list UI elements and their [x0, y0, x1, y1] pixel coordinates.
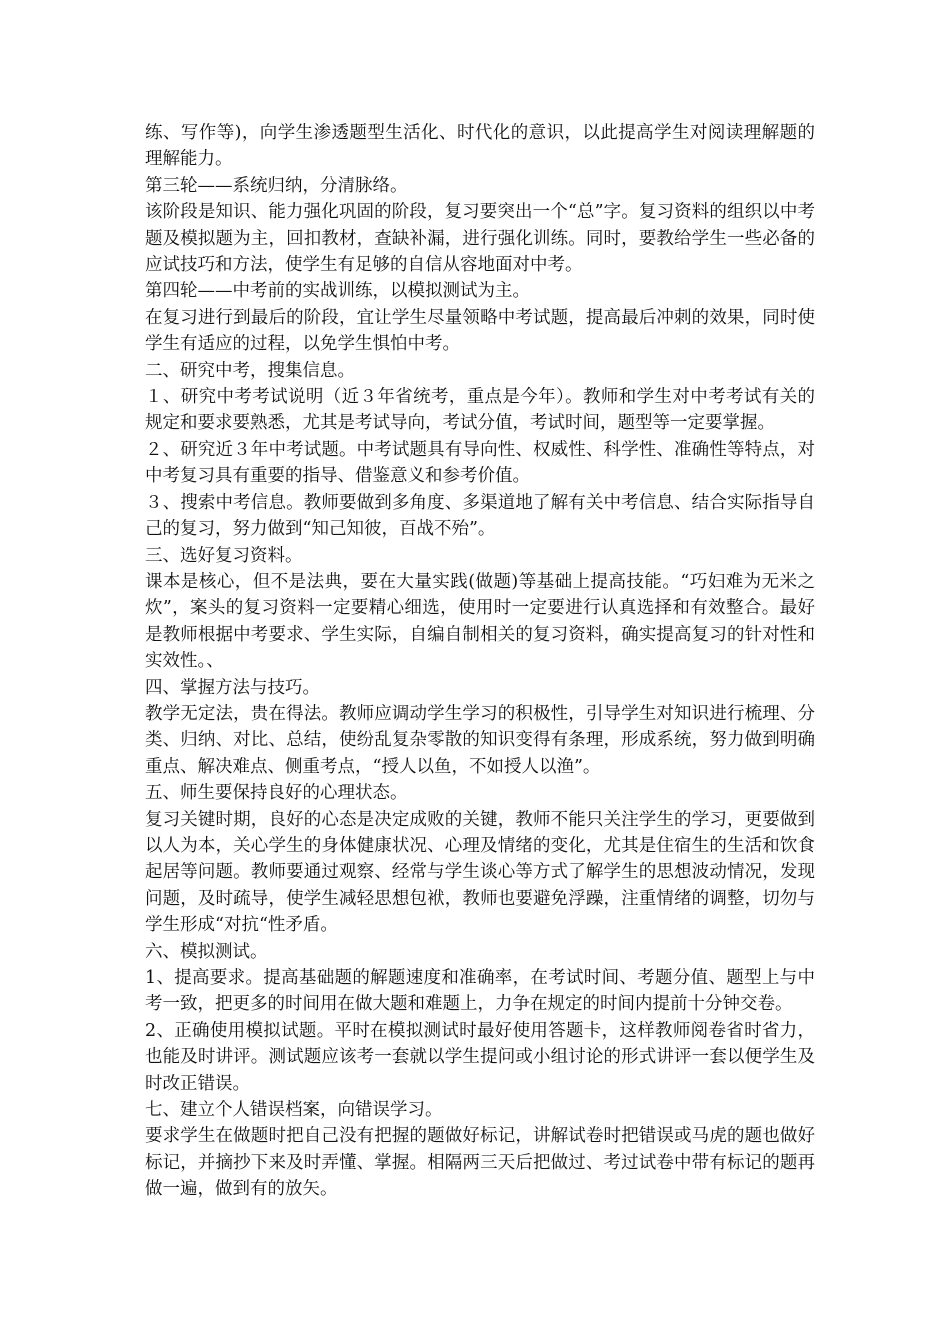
paragraph: １、研究中考考试说明（近３年省统考，重点是今年）。教师和学生对中考考试有关的规定和要求要熟悉，尤其是考试导向，考试分值，考试时间，题型等一定要掌握。: [145, 387, 815, 434]
paragraph: ２、研究近３年中考试题。中考试题具有导向性、权威性、科学性、准确性等特点，对中考复习具有重要的指导、借鉴意义和参考价值。: [145, 439, 815, 487]
section-heading: 四、掌握方法与技巧。: [145, 677, 320, 698]
paragraph: 课本是核心，但不是法典，要在大量实践(做题)等基础上提高技能。“巧妇难为无米之炊”，案头的复习资料一定要精心细选，使用时一定要进行认真选择和有效整合。最好是教师根据中考要求、学生实际，自编自制相关的复习资料，确实提高复习的针对性和实效性。、: [145, 571, 815, 672]
paragraph: 要求学生在做题时把自己没有把握的题做好标记，讲解试卷时把错误或马虎的题也做好标记，并摘抄下来及时弄懂、掌握。相隔两三天后把做过、考过试卷中带有标记的题再做一遍，做到有的放矢。: [145, 1126, 815, 1200]
paragraph: 2、正确使用模拟试题。平时在模拟测试时最好使用答题卡，这样教师阅卷省时省力，也能及时讲评。测试题应该考一套就以学生提问或小组讨论的形式讲评一套以便学生及时改正错误。: [145, 1020, 815, 1094]
section-heading: 五、师生要保持良好的心理状态。: [145, 783, 408, 804]
paragraph: 复习关键时期，良好的心态是决定成败的关键，教师不能只关注学生的学习，更要做到以人为本，关心学生的身体健康状况、心理及情绪的变化，尤其是住宿生的生活和饮食起居等问题。教师要通过观察、经常与学生谈心等方式了解学生的思想波动情况，发现问题，及时疏导，使学生减轻思想包袱，教师也要避免浮躁，注重情绪的调整，切勿与学生形成“对抗“性矛盾。: [145, 809, 815, 936]
paragraph: 该阶段是知识、能力强化巩固的阶段，复习要突出一个“总”字。复习资料的组织以中考题及模拟题为主，回扣教材，查缺补漏，进行强化训练。同时，要教给学生一些必备的应试技巧和方法，使学生有足够的自信从容地面对中考。: [145, 202, 815, 276]
paragraph: 教学无定法，贵在得法。教师应调动学生学习的积极性，引导学生对知识进行梳理、分类、归纳、对比、总结，使纷乱复杂零散的知识变得有条理，形成系统，努力做到明确重点、解决难点、侧重考点，“授人以鱼，不如授人以渔”。: [145, 703, 815, 777]
paragraph: 练、写作等)，向学生渗透题型生活化、时代化的意识，以此提高学生对阅读理解题的理解能力。: [145, 123, 815, 170]
section-heading: 六、模拟测试。: [145, 941, 268, 962]
section-heading: 七、建立个人错误档案，向错误学习。: [145, 1100, 443, 1121]
document-body: [145, 120, 815, 1203]
paragraph: 在复习进行到最后的阶段，宜让学生尽量领略中考试题，提高最后冲刺的效果，同时使学生有适应的过程，以免学生惧怕中考。: [145, 307, 815, 355]
section-heading: 第四轮——中考前的实战训练，以模拟测试为主。: [145, 281, 530, 302]
section-heading: 第三轮——系统归纳，分清脉络。: [145, 175, 408, 196]
paragraph: 1、提高要求。提高基础题的解题速度和准确率，在考试时间、考题分值、题型上与中考一致，把更多的时间用在做大题和难题上，力争在规定的时间内提前十分钟交卷。: [145, 968, 815, 1015]
section-heading: 三、选好复习资料。: [145, 545, 303, 566]
paragraph: ３、搜索中考信息。教师要做到多角度、多渠道地了解有关中考信息、结合实际指导自己的复习，努力做到“知己知彼，百战不殆”。: [145, 492, 815, 540]
section-heading: 二、研究中考，搜集信息。: [145, 360, 355, 381]
